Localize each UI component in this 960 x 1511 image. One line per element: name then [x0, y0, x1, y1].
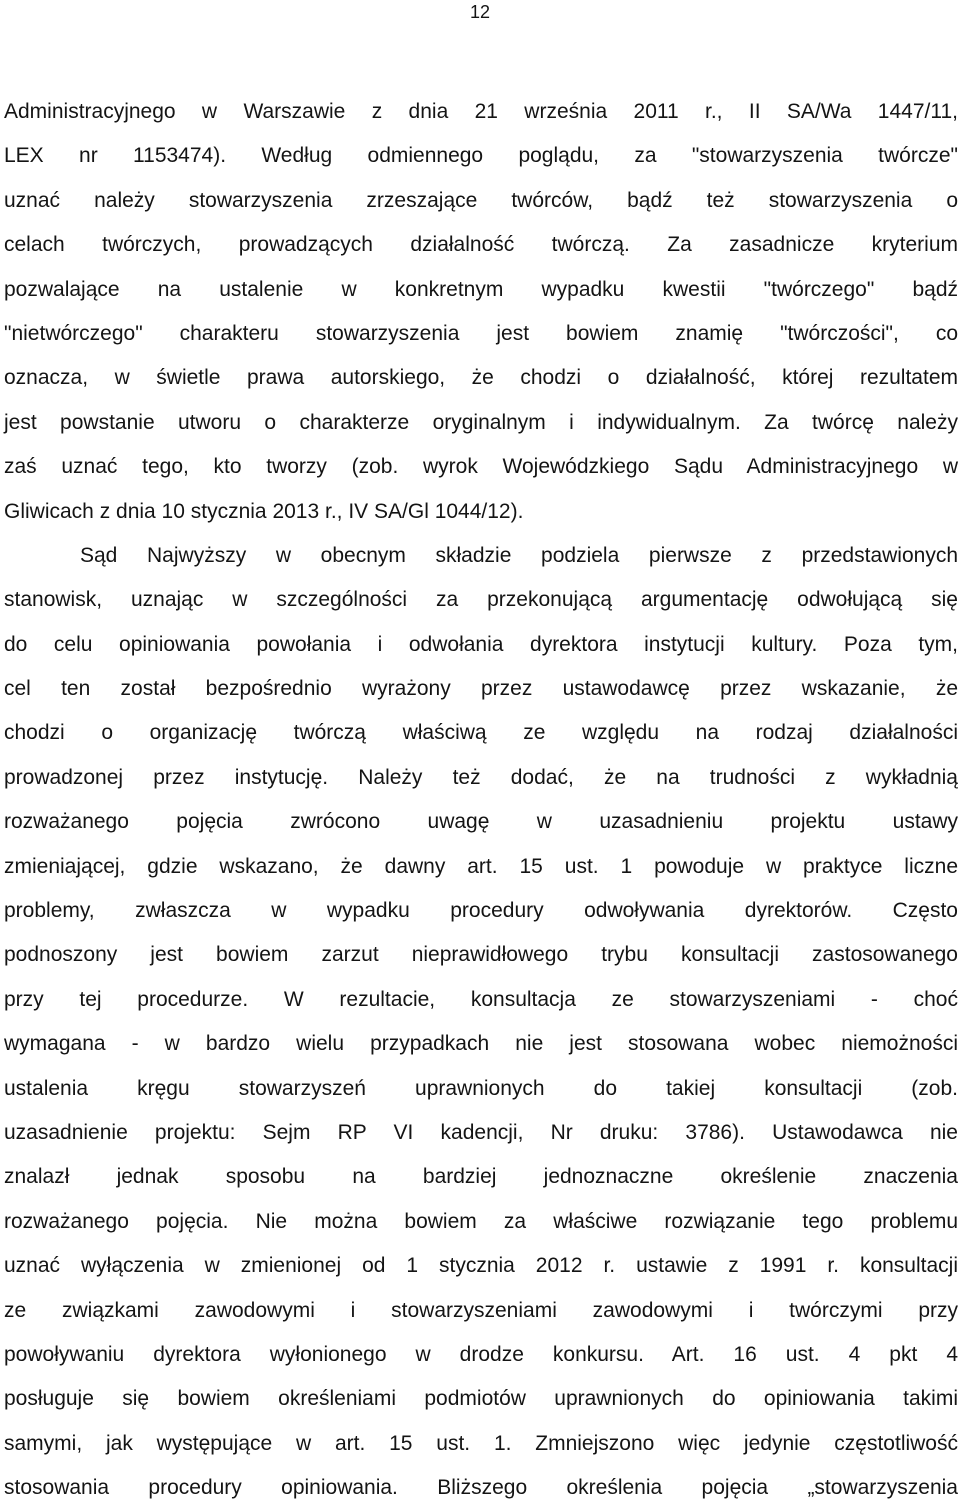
text-line: LEX nr 1153474). Według odmiennego poglądu, za "stowarzyszenia twórcze" [4, 144, 958, 168]
text-line: uzasadnienie projektu: Sejm RP VI kadencji, Nr druku: 3786). Ustawodawca nie [4, 1120, 958, 1144]
text-line: Sąd Najwyższy w obecnym składzie podziela pierwsze z przedstawionych [80, 543, 958, 567]
text-line: problemy, zwłaszcza w wypadku procedury odwoływania dyrektorów. Często [4, 899, 958, 923]
text-line: "nietwórczego" charakteru stowarzyszenia jest bowiem znamię "twórczości", co [4, 321, 958, 345]
text-line: jest powstanie utworu o charakterze oryginalnym i indywidualnym. Za twórcę należy [4, 410, 958, 434]
text-line: wymagana - w bardzo wielu przypadkach nie jest stosowana wobec niemożności [4, 1032, 958, 1056]
page-number: 12 [469, 2, 491, 22]
text-line: znalazł jednak sposobu na bardziej jednoznaczne określenie znaczenia [4, 1165, 958, 1189]
text-line: chodzi o organizację twórczą właściwą ze względu na rodzaj działalności [4, 721, 958, 745]
text-line: pozwalające na ustalenie w konkretnym wypadku kwestii "twórczego" bądź [4, 277, 958, 301]
paragraph-1 [4, 90, 958, 534]
text-line: rozważanego pojęcia zwrócono uwagę w uzasadnieniu projektu ustawy [4, 810, 958, 834]
text-line: ze związkami zawodowymi i stowarzyszeniami zawodowymi i twórczymi przy [4, 1298, 958, 1322]
text-line: zmieniającej, gdzie wskazano, że dawny art. 15 ust. 1 powoduje w praktyce liczne [4, 854, 958, 878]
text-line: Administracyjnego w Warszawie z dnia 21 września 2011 r., II SA/Wa 1447/11, [4, 100, 958, 123]
text-line: oznacza, w świetle prawa autorskiego, że chodzi o działalność, której rezultatem [4, 366, 958, 390]
text-line: samymi, jak występujące w art. 15 ust. 1. Zmniejszono więc jedynie częstotliwość [4, 1431, 958, 1455]
text-line: zaś uznać tego, kto tworzy (zob. wyrok Wojewódzkiego Sądu Administracyjnego w [4, 455, 958, 479]
text-line: stosowania procedury opiniowania. Bliższego określenia pojęcia „stowarzyszenia [4, 1476, 958, 1500]
text-line: powoływaniu dyrektora wyłonionego w drodze konkursu. Art. 16 ust. 4 pkt 4 [4, 1342, 958, 1366]
text-line: Gliwicach z dnia 10 stycznia 2013 r., IV SA/Gl 1044/12). [4, 499, 524, 523]
text-line: do celu opiniowania powołania i odwołania dyrektora instytucji kultury. Poza tym, [4, 632, 958, 656]
text-line: uznać wyłączenia w zmienionej od 1 stycznia 2012 r. ustawie z 1991 r. konsultacji [4, 1254, 958, 1278]
text-line: stanowisk, uznając w szczególności za przekonującą argumentację odwołującą się [4, 588, 958, 612]
text-line: celach twórczych, prowadzących działalność twórczą. Za zasadnicze kryterium [4, 233, 958, 257]
text-line: posługuje się bowiem określeniami podmiotów uprawnionych do opiniowania takimi [4, 1387, 958, 1411]
body-text [4, 90, 958, 1511]
text-line: przy tej procedurze. W rezultacie, konsultacja ze stowarzyszeniami - choć [4, 987, 958, 1011]
text-line: prowadzonej przez instytucję. Należy też dodać, że na trudności z wykładnią [4, 765, 958, 789]
text-line: cel ten został bezpośrednio wyrażony przez ustawodawcę przez wskazanie, że [4, 677, 958, 701]
text-line: rozważanego pojęcia. Nie można bowiem za właściwe rozwiązanie tego problemu [4, 1209, 958, 1233]
paragraph-2 [4, 534, 958, 1511]
text-line: ustalenia kręgu stowarzyszeń uprawnionych do takiej konsultacji (zob. [4, 1076, 958, 1100]
text-line: uznać należy stowarzyszenia zrzeszające twórców, bądź też stowarzyszenia o [4, 188, 958, 212]
text-line: podnoszony jest bowiem zarzut nieprawidłowego trybu konsultacji zastosowanego [4, 943, 958, 967]
